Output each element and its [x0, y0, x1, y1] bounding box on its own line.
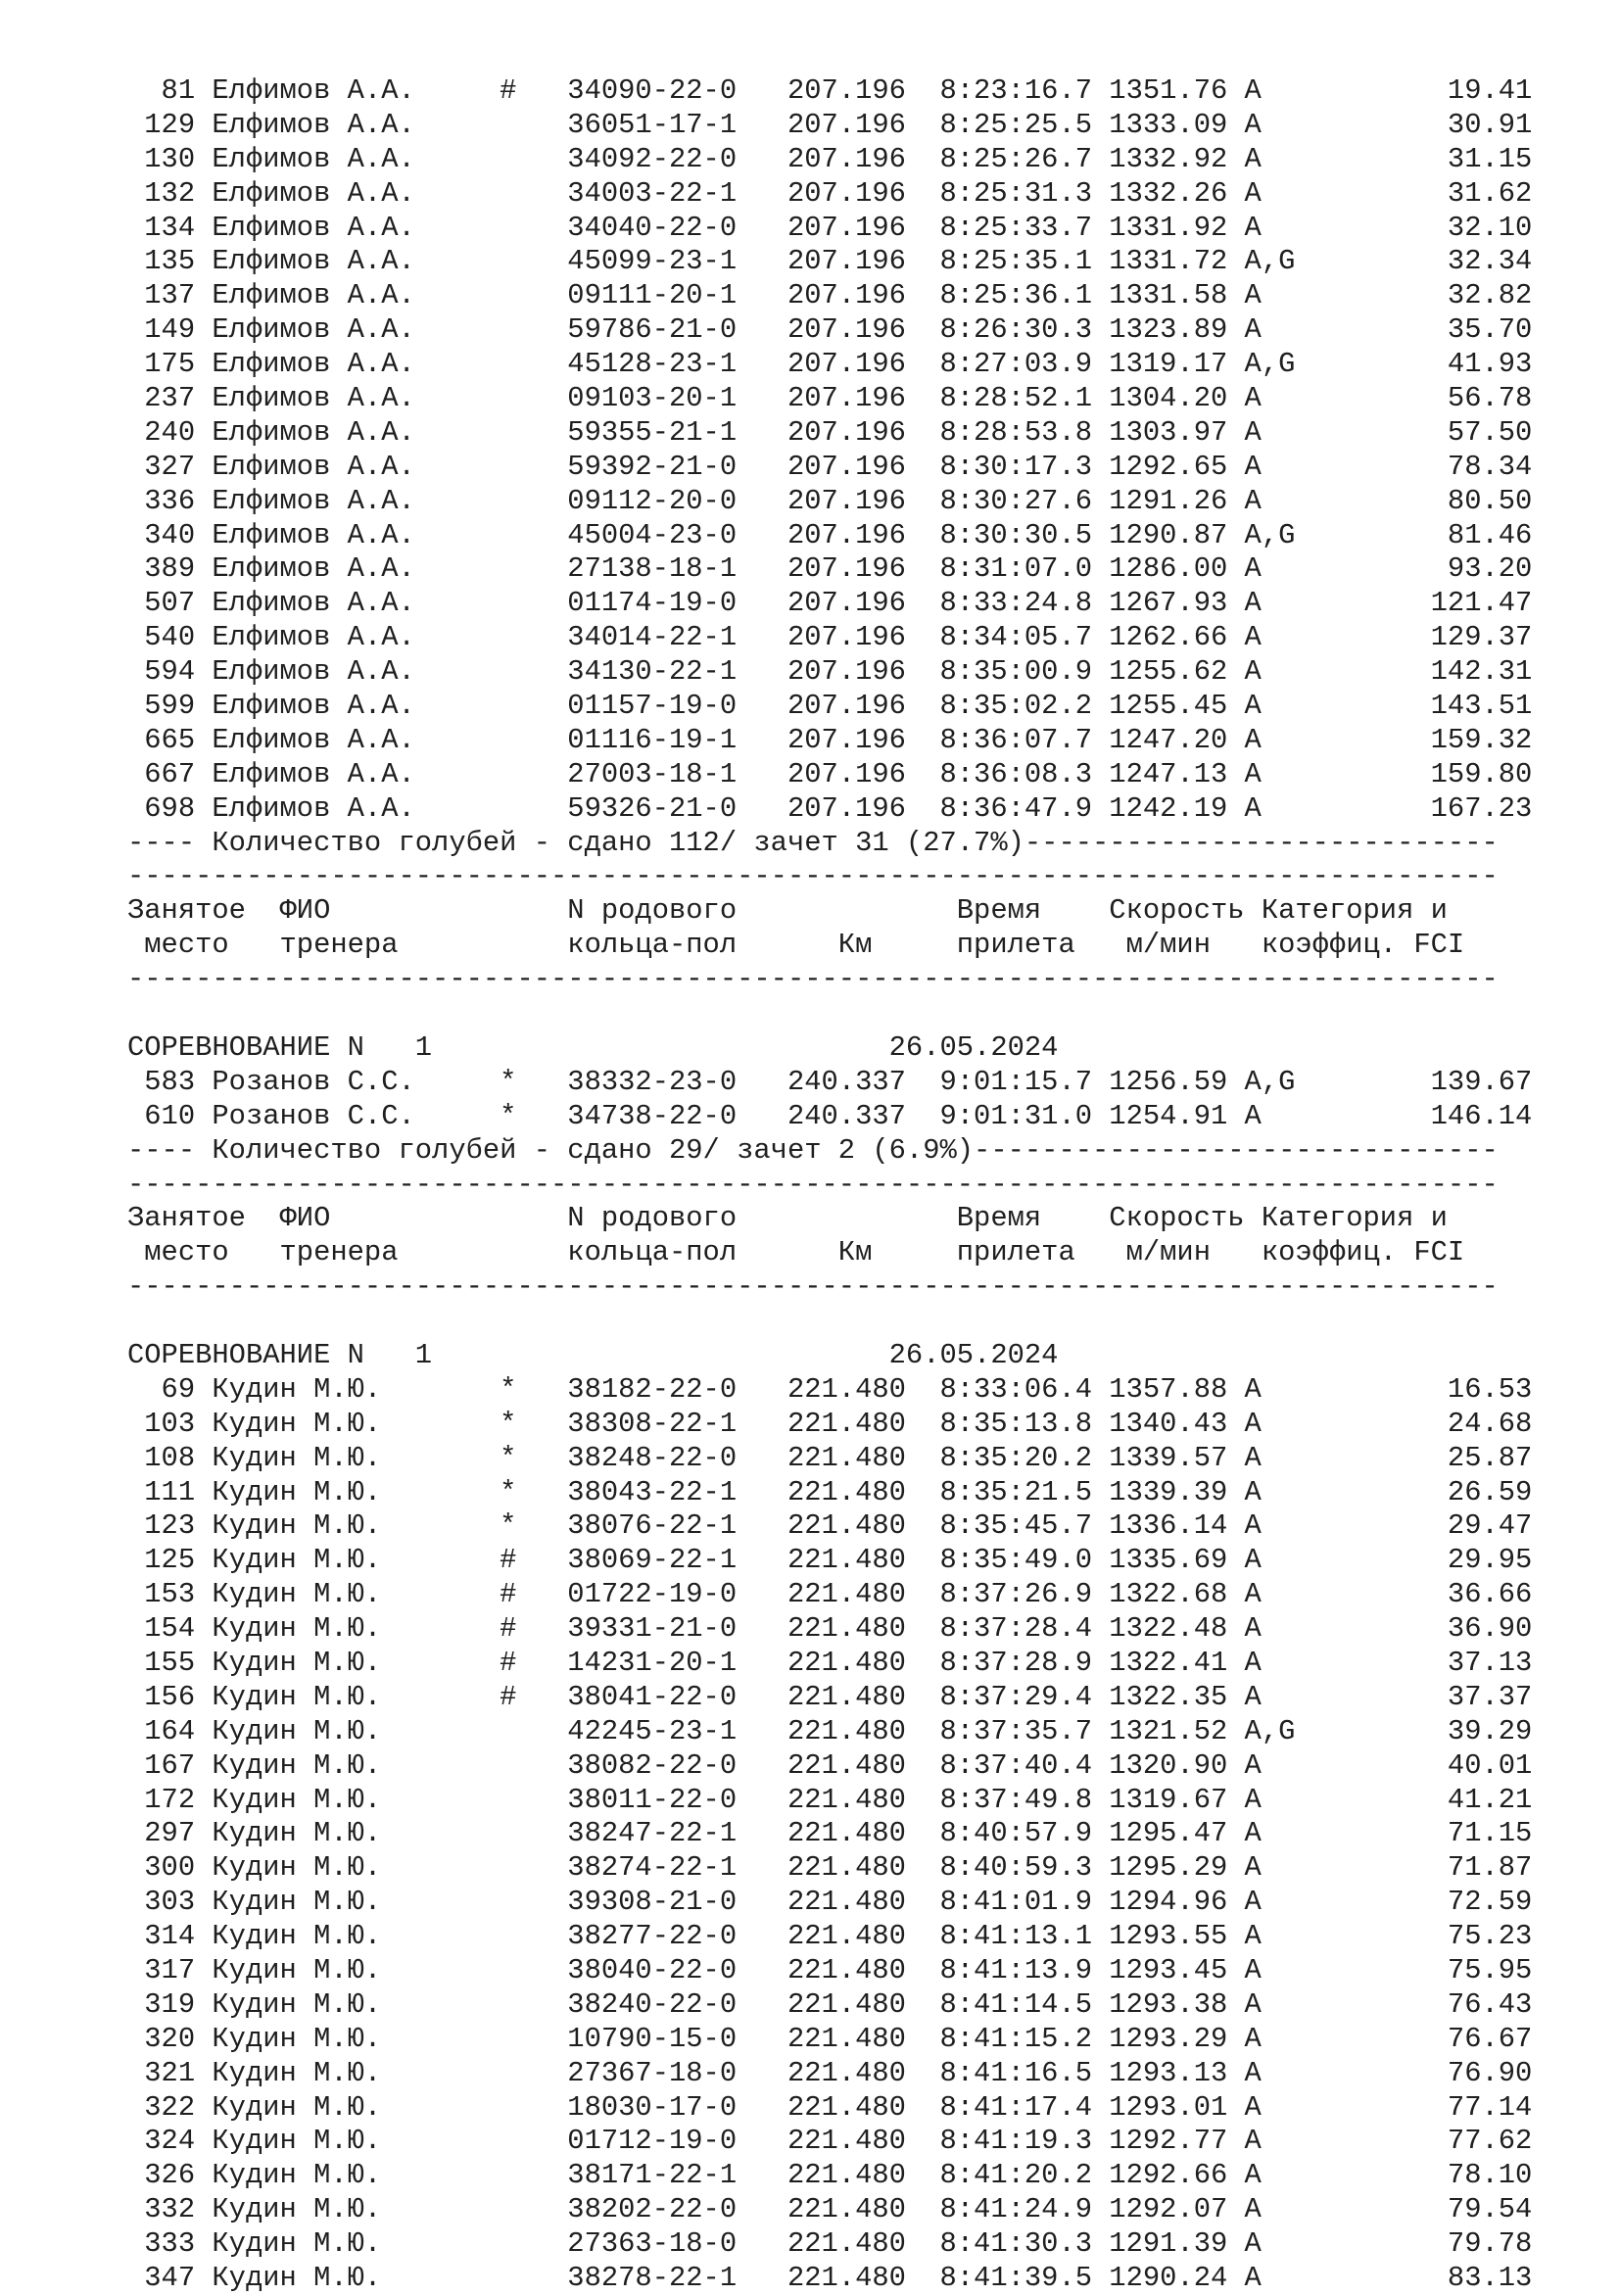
result-row: 111 Кудин М.Ю. * 38043-22-1 221.480 8:35:21.5 1339.39 A 26.59 — [127, 1475, 1533, 1508]
blank-line — [127, 997, 1532, 1031]
result-row: 108 Кудин М.Ю. * 38248-22-0 221.480 8:35:20.2 1339.57 A 25.87 — [127, 1441, 1533, 1474]
result-row: 327 Елфимов А.А. 59392-21-0 207.196 8:30:17.3 1292.65 A 78.34 — [127, 450, 1533, 483]
result-row: 507 Елфимов А.А. 01174-19-0 207.196 8:33:24.8 1267.93 A 121.47 — [127, 587, 1533, 620]
result-row: 322 Кудин М.Ю. 18030-17-0 221.480 8:41:17.4 1293.01 A 77.14 — [127, 2090, 1533, 2124]
pigeon-count-summary: ---- Количество голубей - сдано 29/ зачет 2 (6.9%)------------------------------- — [127, 1133, 1499, 1167]
result-row: 149 Елфимов А.А. 59786-21-0 207.196 8:26:30.3 1323.89 A 35.70 — [127, 313, 1533, 347]
competition-heading: СОРЕВНОВАНИЕ N 1 26.05.2024 — [127, 1030, 1059, 1064]
result-row: 340 Елфимов А.А. 45004-23-0 207.196 8:30:30.5 1290.87 A,G 81.46 — [127, 518, 1533, 551]
result-row: 172 Кудин М.Ю. 38011-22-0 221.480 8:37:49.8 1319.67 A 41.21 — [127, 1783, 1533, 1816]
separator-line: --------------------------------------------------------------------------------- — [127, 1168, 1499, 1201]
result-row: 326 Кудин М.Ю. 38171-22-1 221.480 8:41:20.2 1292.66 A 78.10 — [127, 2159, 1533, 2192]
result-row: 599 Елфимов А.А. 01157-19-0 207.196 8:35:02.2 1255.45 A 143.51 — [127, 690, 1533, 723]
column-header-row: Занятое ФИО N родового Время Скорость Категория и — [127, 1202, 1448, 1235]
result-row: 167 Кудин М.Ю. 38082-22-0 221.480 8:37:40.4 1320.90 A 40.01 — [127, 1748, 1533, 1782]
competition-heading: СОРЕВНОВАНИЕ N 1 26.05.2024 — [127, 1338, 1059, 1371]
result-row: 156 Кудин М.Ю. # 38041-22-0 221.480 8:37:29.4 1322.35 A 37.37 — [127, 1680, 1533, 1713]
result-row: 303 Кудин М.Ю. 39308-21-0 221.480 8:41:01.9 1294.96 A 72.59 — [127, 1886, 1533, 1919]
result-row: 389 Елфимов А.А. 27138-18-1 207.196 8:31:07.0 1286.00 A 93.20 — [127, 552, 1533, 586]
separator-line: --------------------------------------------------------------------------------- — [127, 963, 1499, 996]
result-row: 324 Кудин М.Ю. 01712-19-0 221.480 8:41:19.3 1292.77 A 77.62 — [127, 2125, 1533, 2158]
result-row: 103 Кудин М.Ю. * 38308-22-1 221.480 8:35:13.8 1340.43 A 24.68 — [127, 1407, 1533, 1440]
results-printout — [127, 74, 1532, 2296]
column-header-row: место тренера кольца-пол Км прилета м/мин коэффиц. FCI — [127, 1236, 1465, 1269]
result-row: 123 Кудин М.Ю. * 38076-22-1 221.480 8:35:45.7 1336.14 A 29.47 — [127, 1509, 1533, 1543]
result-row: 314 Кудин М.Ю. 38277-22-0 221.480 8:41:13.1 1293.55 A 75.23 — [127, 1920, 1533, 1953]
blank-line — [127, 1305, 1532, 1339]
result-row: 153 Кудин М.Ю. # 01722-19-0 221.480 8:37:26.9 1322.68 A 36.66 — [127, 1578, 1533, 1611]
result-row: 297 Кудин М.Ю. 38247-22-1 221.480 8:40:57.9 1295.47 A 71.15 — [127, 1817, 1533, 1850]
result-row: 336 Елфимов А.А. 09112-20-0 207.196 8:30:27.6 1291.26 A 80.50 — [127, 484, 1533, 517]
result-row: 129 Елфимов А.А. 36051-17-1 207.196 8:25:25.5 1333.09 A 30.91 — [127, 108, 1533, 141]
result-row: 81 Елфимов А.А. # 34090-22-0 207.196 8:23:16.7 1351.76 A 19.41 — [127, 74, 1533, 107]
result-row: 321 Кудин М.Ю. 27367-18-0 221.480 8:41:16.5 1293.13 A 76.90 — [127, 2056, 1533, 2089]
result-row: 320 Кудин М.Ю. 10790-15-0 221.480 8:41:15.2 1293.29 A 76.67 — [127, 2022, 1533, 2055]
result-row: 594 Елфимов А.А. 34130-22-1 207.196 8:35:00.9 1255.62 A 142.31 — [127, 655, 1533, 689]
result-row: 332 Кудин М.Ю. 38202-22-0 221.480 8:41:24.9 1292.07 A 79.54 — [127, 2193, 1533, 2226]
result-row: 540 Елфимов А.А. 34014-22-1 207.196 8:34:05.7 1262.66 A 129.37 — [127, 621, 1533, 654]
result-row: 125 Кудин М.Ю. # 38069-22-1 221.480 8:35:49.0 1335.69 A 29.95 — [127, 1544, 1533, 1577]
column-header-row: Занятое ФИО N родового Время Скорость Категория и — [127, 894, 1448, 928]
result-row: 135 Елфимов А.А. 45099-23-1 207.196 8:25:35.1 1331.72 A,G 32.34 — [127, 245, 1533, 278]
result-row: 134 Елфимов А.А. 34040-22-0 207.196 8:25:33.7 1331.92 A 32.10 — [127, 211, 1533, 244]
result-row: 347 Кудин М.Ю. 38278-22-1 221.480 8:41:39.5 1290.24 A 83.13 — [127, 2262, 1533, 2294]
separator-line: --------------------------------------------------------------------------------- — [127, 1270, 1499, 1304]
result-row: 667 Елфимов А.А. 27003-18-1 207.196 8:36:08.3 1247.13 A 159.80 — [127, 757, 1533, 790]
separator-line: --------------------------------------------------------------------------------- — [127, 860, 1499, 893]
result-row: 665 Елфимов А.А. 01116-19-1 207.196 8:36:07.7 1247.20 A 159.32 — [127, 723, 1533, 756]
result-row: 240 Елфимов А.А. 59355-21-1 207.196 8:28:53.8 1303.97 A 57.50 — [127, 415, 1533, 449]
result-row: 69 Кудин М.Ю. * 38182-22-0 221.480 8:33:06.4 1357.88 A 16.53 — [127, 1372, 1533, 1406]
result-row: 130 Елфимов А.А. 34092-22-0 207.196 8:25:26.7 1332.92 A 31.15 — [127, 142, 1533, 175]
result-row: 155 Кудин М.Ю. # 14231-20-1 221.480 8:37:28.9 1322.41 A 37.13 — [127, 1646, 1533, 1679]
result-row: 583 Розанов С.С. * 38332-23-0 240.337 9:01:15.7 1256.59 A,G 139.67 — [127, 1065, 1533, 1098]
pigeon-count-summary: ---- Количество голубей - сдано 112/ зачет 31 (27.7%)---------------------------- — [127, 826, 1499, 859]
result-row: 319 Кудин М.Ю. 38240-22-0 221.480 8:41:14.5 1293.38 A 76.43 — [127, 1987, 1533, 2021]
result-row: 610 Розанов С.С. * 34738-22-0 240.337 9:01:31.0 1254.91 A 146.14 — [127, 1099, 1533, 1132]
result-row: 164 Кудин М.Ю. 42245-23-1 221.480 8:37:35.7 1321.52 A,G 39.29 — [127, 1714, 1533, 1747]
result-row: 317 Кудин М.Ю. 38040-22-0 221.480 8:41:13.9 1293.45 A 75.95 — [127, 1953, 1533, 1986]
column-header-row: место тренера кольца-пол Км прилета м/мин коэффиц. FCI — [127, 929, 1465, 962]
result-row: 237 Елфимов А.А. 09103-20-1 207.196 8:28:52.1 1304.20 A 56.78 — [127, 382, 1533, 415]
result-row: 698 Елфимов А.А. 59326-21-0 207.196 8:36:47.9 1242.19 A 167.23 — [127, 791, 1533, 825]
result-row: 333 Кудин М.Ю. 27363-18-0 221.480 8:41:30.3 1291.39 A 79.78 — [127, 2227, 1533, 2261]
result-row: 137 Елфимов А.А. 09111-20-1 207.196 8:25:36.1 1331.58 A 32.82 — [127, 279, 1533, 312]
result-row: 175 Елфимов А.А. 45128-23-1 207.196 8:27:03.9 1319.17 A,G 41.93 — [127, 348, 1533, 381]
result-row: 132 Елфимов А.А. 34003-22-1 207.196 8:25:31.3 1332.26 A 31.62 — [127, 176, 1533, 210]
result-row: 154 Кудин М.Ю. # 39331-21-0 221.480 8:37:28.4 1322.48 A 36.90 — [127, 1612, 1533, 1646]
result-row: 300 Кудин М.Ю. 38274-22-1 221.480 8:40:59.3 1295.29 A 71.87 — [127, 1851, 1533, 1885]
